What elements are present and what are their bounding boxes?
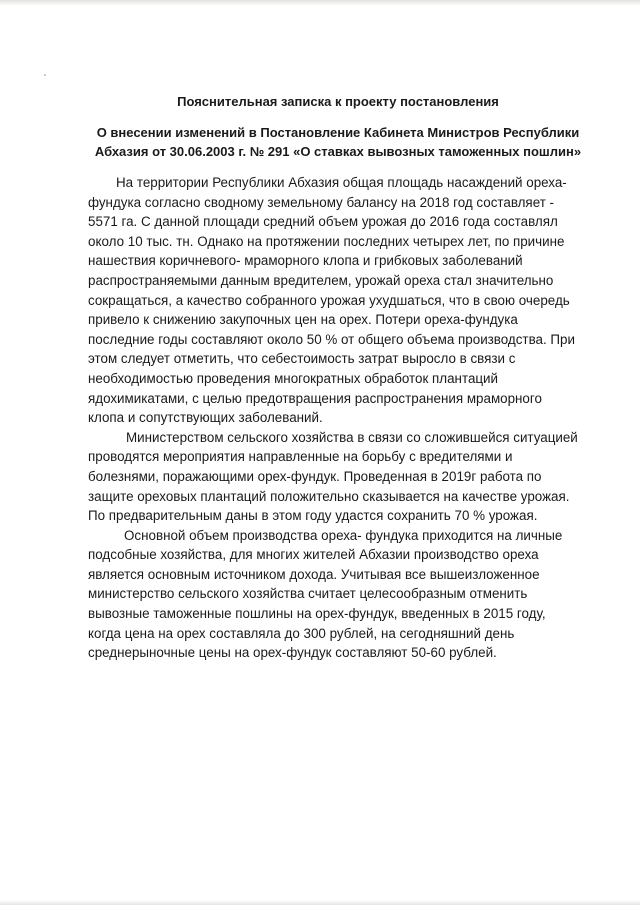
paragraph-line: этом следует отметить, что себестоимость затрат выросло в связи с	[88, 351, 516, 367]
scan-edge-bottom	[0, 900, 640, 905]
paragraph-line: ядохимикатами, с целью предотвращения распространения мраморного	[88, 390, 542, 406]
paragraph-1	[88, 173, 588, 428]
paragraph-3	[88, 526, 588, 663]
paragraph-line: защите ореховых плантаций положительно сказывается на качестве урожая.	[88, 488, 570, 504]
paragraph-line: распространяемыми данным вредителем, урожай ореха стал значительно	[88, 272, 554, 288]
paragraph-line: сокращаться, а качество собранного урожая ухудшаться, что в свою очередь	[88, 292, 570, 308]
paragraph-2	[88, 428, 588, 526]
scan-edge-top	[0, 0, 640, 6]
paragraph-line: По предварительным даны в этом году удастся сохранить 70 % урожая.	[88, 508, 538, 524]
paragraph-line: является основным источником дохода. Учитывая все вышеизложенное	[88, 566, 540, 582]
paragraph-line: вывозные таможенные пошлины на орех-фундук, введенных в 2015 году,	[88, 606, 546, 622]
paragraph-line: необходимостью проведения многократных обработок плантаций	[88, 370, 499, 386]
paragraph-line: На территории Республики Абхазия общая площадь насаждений ореха-	[116, 175, 567, 190]
paragraph-line: фундука согласно сводному земельному балансу на 2018 год составляет -	[88, 194, 555, 210]
paragraph-line: проводятся мероприятия направленные на борьбу с вредителями и	[88, 449, 513, 465]
subtitle-line: О внесении изменений в Постановление Кабинета Министров Республики	[96, 125, 580, 140]
document-subtitle	[88, 123, 588, 161]
subtitle-line: Абхазия от 30.06.2003 г. № 291 «О ставках вывозных таможенных пошлин»	[94, 144, 582, 159]
document-body	[88, 92, 588, 663]
paragraph-line: Основной объем производства ореха- фундука приходится на личные	[124, 527, 563, 543]
paragraph-line: клопа и сопутствующих заболеваний.	[88, 410, 323, 426]
paragraph-line: среднерыночные цены на орех-фундук составляют 50-60 рублей.	[88, 645, 497, 661]
paragraph-line: нашествия коричневого- мраморного клопа и грибковых заболеваний	[88, 253, 523, 269]
paragraph-line: около 10 тыс. тн. Однако на протяжении последних четырех лет, по причине	[88, 233, 565, 249]
scan-speck	[44, 74, 46, 76]
paragraph-line: болезнями, поражающими орех-фундук. Проведенная в 2019г работа по	[88, 468, 542, 484]
document-title: Пояснительная записка к проекту постановления	[177, 94, 499, 109]
paragraph-line: подсобные хозяйства, для многих жителей Абхазии производство ореха	[88, 547, 539, 563]
paragraph-line: привело к снижению закупочных цен на орех. Потери ореха-фундука	[88, 312, 518, 328]
paragraph-line: последние годы составляют около 50 % от общего объема производства. При	[88, 331, 575, 347]
paragraph-line: 5571 га. С данной площади средний объем урожая до 2016 года составлял	[88, 214, 558, 230]
paragraph-line: министерство сельского хозяйства считает целесообразным отменить	[88, 586, 528, 602]
paragraph-line: когда цена на орех составляла до 300 рублей, на сегодняшний день	[88, 625, 515, 641]
paragraph-line: Министерством сельского хозяйства в связи со сложившейся ситуацией	[126, 429, 578, 445]
